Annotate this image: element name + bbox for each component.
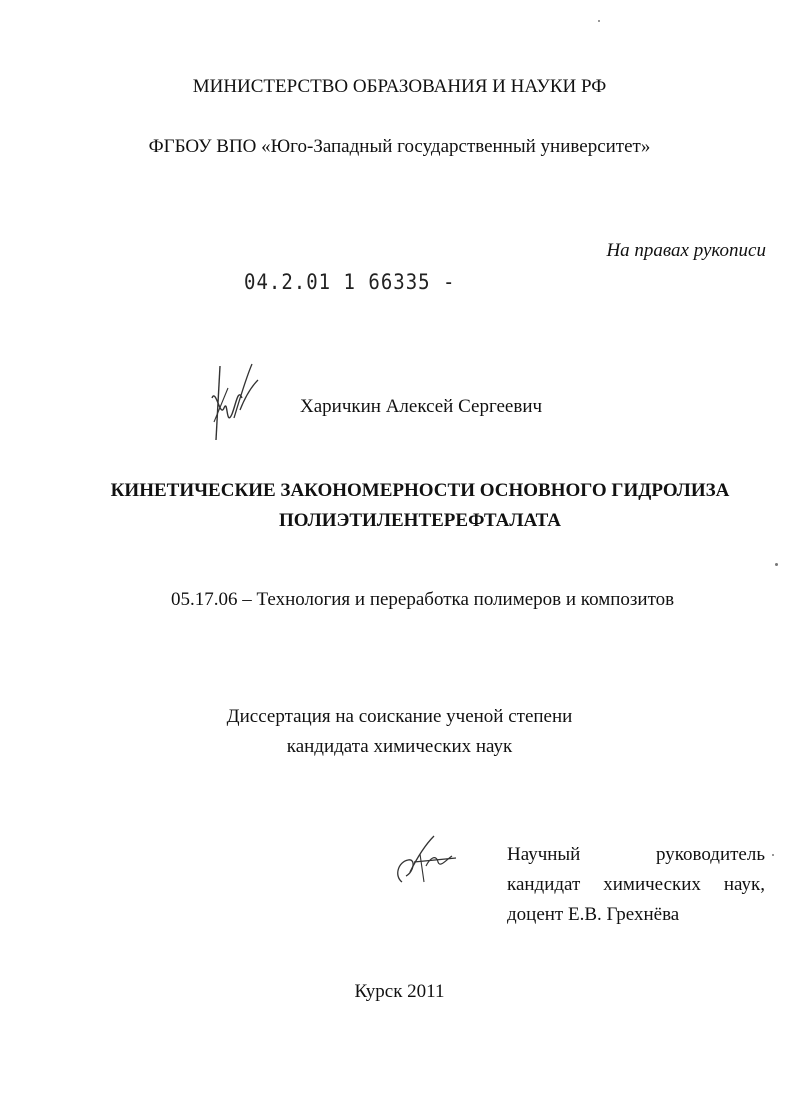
registration-stamp: 04.2.01 1 66335 - — [244, 270, 456, 295]
supervisor-degree-word-1: кандидат — [507, 874, 581, 895]
scan-speck — [772, 854, 774, 856]
dissertation-title — [40, 476, 799, 536]
title-line-2: ПОЛИЭТИЛЕНТЕРЕФТАЛАТА — [278, 510, 562, 531]
supervisor-role-word-2: руководитель — [655, 844, 765, 865]
supervisor-name: доцент Е.В. Грехнёва — [507, 904, 680, 925]
author-signature — [206, 358, 266, 444]
supervisor-degree-word-3: наук, — [723, 874, 765, 895]
ministry-heading: МИНИСТЕРСТВО ОБРАЗОВАНИЯ И НАУКИ РФ — [192, 76, 607, 97]
supervisor-role — [507, 840, 765, 870]
author-name: Харичкин Алексей Сергеевич — [300, 396, 543, 417]
dissertation-type-line-2: кандидата химических наук — [286, 736, 513, 757]
supervisor-degree — [507, 870, 765, 900]
supervisor-block — [507, 840, 765, 930]
specialty-code: 05.17.06 – Технология и переработка полимеров и композитов — [171, 589, 675, 610]
title-line-1: КИНЕТИЧЕСКИЕ ЗАКОНОМЕРНОСТИ ОСНОВНОГО ГИДРОЛИЗА — [110, 480, 730, 501]
city-year: Курск 2011 — [354, 981, 445, 1002]
supervisor-signature — [390, 832, 460, 890]
rights-note: На правах рукописи — [606, 240, 766, 261]
supervisor-degree-word-2: химических — [603, 874, 701, 895]
scan-speck — [775, 563, 778, 566]
dissertation-type-line-1: Диссертация на соискание ученой степени — [226, 706, 573, 727]
supervisor-role-word-1: Научный — [507, 844, 581, 865]
university-heading: ФГБОУ ВПО «Юго-Западный государственный университет» — [148, 136, 651, 157]
scan-speck — [598, 20, 600, 22]
